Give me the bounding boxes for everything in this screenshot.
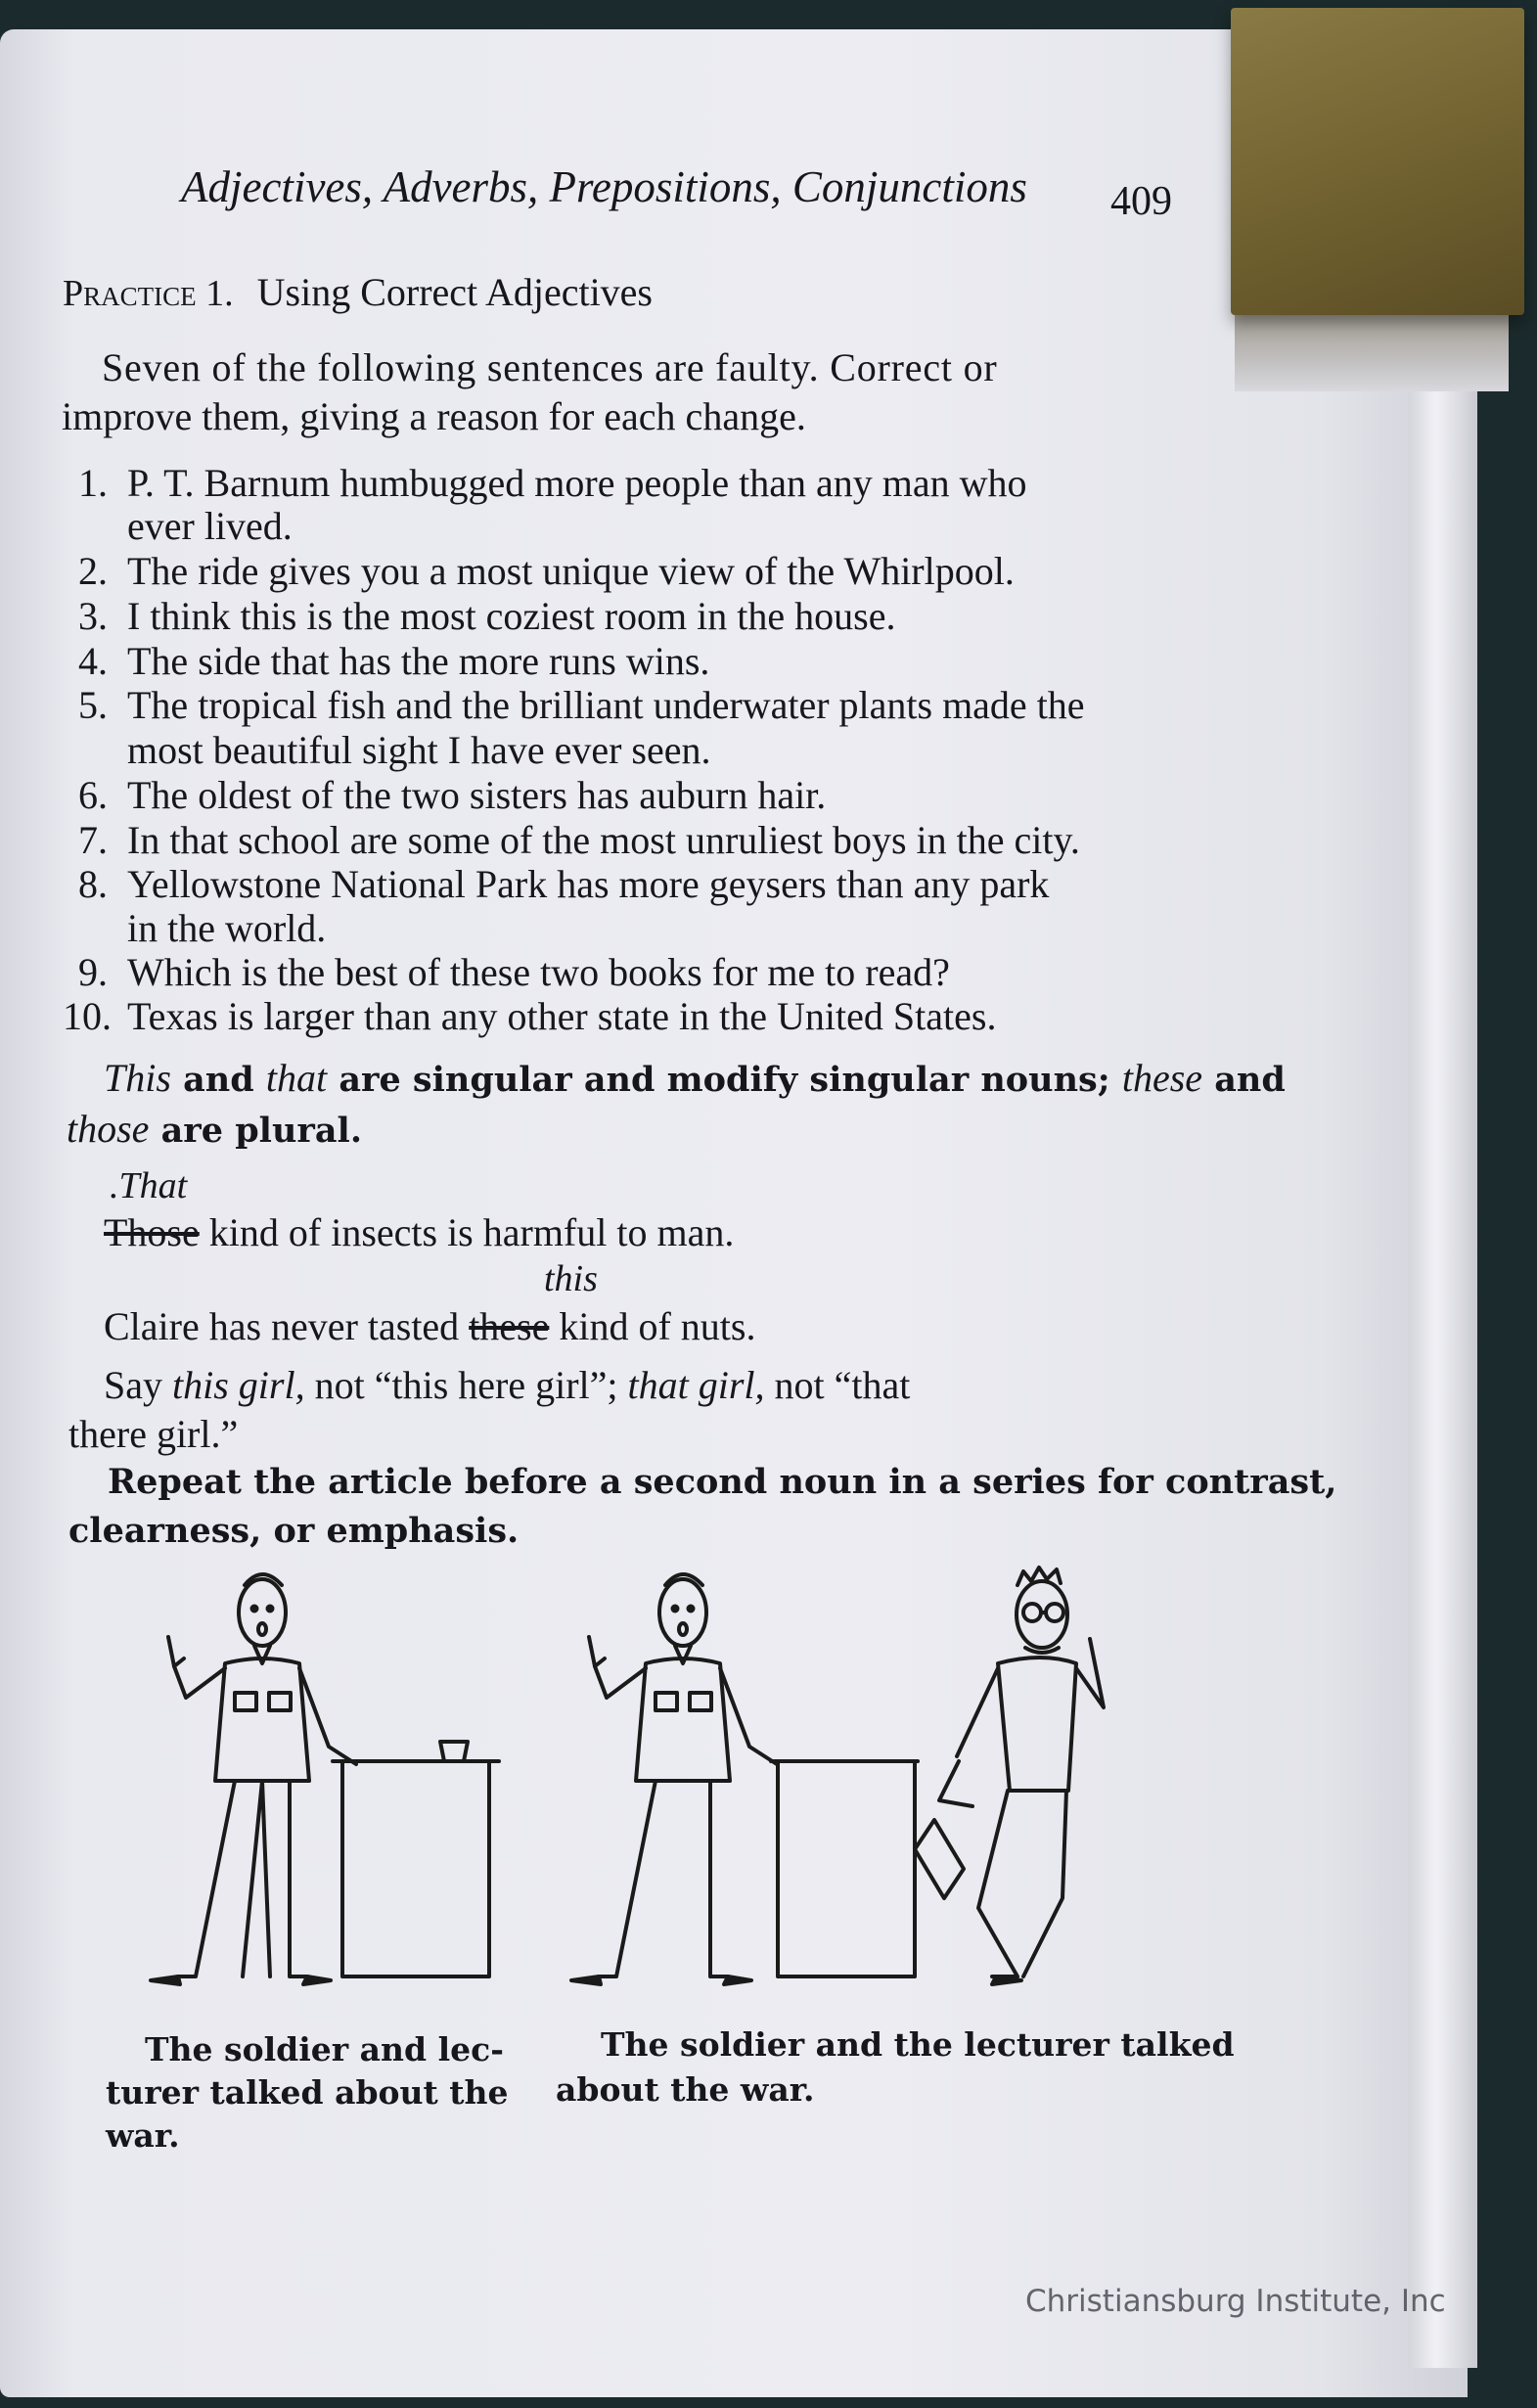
sentence-text: P. T. Barnum humbugged more people than any man who: [127, 461, 1027, 505]
soldier-figure: [571, 1574, 777, 1984]
sentence-number: 3.: [78, 594, 108, 638]
struck-word: these: [469, 1304, 550, 1348]
sentence-number: 8.: [78, 862, 108, 906]
rule-text: are singular and modify singular nouns;: [327, 1060, 1122, 1100]
caption-left-line-1: The soldier and lec-: [145, 2030, 504, 2068]
rule-singular-plural-line-2: [67, 1106, 362, 1152]
rule-text: and: [170, 1060, 266, 1100]
page-number: 409: [1110, 179, 1172, 224]
caption-left-line-2: turer talked about the: [106, 2073, 509, 2112]
sentence-text: The tropical fish and the brilliant underwater plants made the: [127, 683, 1085, 727]
watermark: Christiansburg Institute, Inc: [1025, 2284, 1446, 2319]
rule-repeat-article-line-1: Repeat the article before a second noun in a series for contrast,: [108, 1462, 1337, 1502]
sentence-number: 10.: [63, 994, 112, 1038]
rule-singular-plural-line-1: [104, 1055, 1286, 1101]
say-this-girl-line-1: [104, 1362, 910, 1408]
caption-left-line-3: war.: [106, 2116, 180, 2155]
sentence-number: 5.: [78, 683, 108, 727]
example-text: kind of nuts.: [549, 1304, 756, 1348]
lectern: [333, 1742, 499, 1976]
example-nuts: [104, 1303, 756, 1349]
running-title: Adjectives, Adverbs, Prepositions, Conjunctions: [181, 162, 1027, 211]
sentence-number: 1.: [78, 461, 108, 505]
tab-shadow: [1235, 313, 1509, 391]
caption-right-line-2: about the war.: [556, 2070, 815, 2109]
sentence-text: The ride gives you a most unique view of the Whirlpool.: [127, 549, 1015, 593]
sentence-number: 4.: [78, 639, 108, 683]
practice-title: Using Correct Adjectives: [256, 270, 653, 314]
instructions-line-2: improve them, giving a reason for each change.: [62, 394, 806, 438]
sentence-text: I think this is the most coziest room in the house.: [127, 594, 896, 638]
sentence-text: In that school are some of the most unruliest boys in the city.: [127, 818, 1080, 862]
say-text: not “that: [764, 1363, 911, 1407]
example-insects: [104, 1209, 734, 1255]
soldier-lecturer-figure: [151, 1574, 356, 1984]
correction-that: .That: [110, 1165, 188, 1206]
struck-word: Those: [104, 1210, 200, 1254]
say-this-girl-line-2: there girl.”: [68, 1412, 239, 1456]
bookmark-tab: [1231, 8, 1524, 315]
word-that: that: [265, 1056, 328, 1100]
rule-repeat-article-line-2: clearness, or emphasis.: [68, 1511, 520, 1551]
word-these: these: [1121, 1056, 1203, 1100]
phrase-that-girl: that girl,: [627, 1363, 765, 1407]
lecturer-figure: [915, 1567, 1104, 1984]
cartoon-illustration: [98, 1556, 1174, 2025]
sentence-text: The oldest of the two sisters has auburn hair.: [127, 773, 827, 817]
sentence-number: 6.: [78, 773, 108, 817]
sentence-text-cont: most beautiful sight I have ever seen.: [127, 728, 711, 772]
example-text: kind of insects is harmful to man.: [199, 1210, 735, 1254]
say-text: not “this here girl”;: [304, 1363, 628, 1407]
practice-heading: [63, 269, 653, 315]
sentence-text: Yellowstone National Park has more geysers than any park: [127, 862, 1050, 906]
rule-text: are plural.: [149, 1111, 363, 1151]
correction-this: this: [544, 1258, 598, 1299]
sentence-text-cont: ever lived.: [127, 504, 293, 548]
sentence-number: 9.: [78, 950, 108, 994]
sentence-text: Texas is larger than any other state in the United States.: [127, 994, 997, 1038]
sentence-number: 2.: [78, 549, 108, 593]
sentence-text: The side that has the more runs wins.: [127, 639, 710, 683]
phrase-this-girl: this girl,: [172, 1363, 305, 1407]
sentence-number: 7.: [78, 818, 108, 862]
word-those: those: [67, 1107, 150, 1151]
lectern-2: [771, 1761, 918, 1976]
sentence-text: Which is the best of these two books for me to read?: [127, 950, 950, 994]
rule-text: and: [1202, 1060, 1286, 1100]
word-this: This: [104, 1056, 171, 1100]
say-text: Say: [104, 1363, 172, 1407]
caption-right-line-1: The soldier and the lecturer talked: [601, 2025, 1235, 2064]
practice-label: Practice 1.: [63, 273, 234, 314]
instructions-line-1: Seven of the following sentences are faulty. Correct or: [102, 345, 998, 389]
sentence-text-cont: in the world.: [127, 906, 327, 950]
page-edge: [1409, 372, 1477, 2368]
example-text: Claire has never tasted: [104, 1304, 470, 1348]
